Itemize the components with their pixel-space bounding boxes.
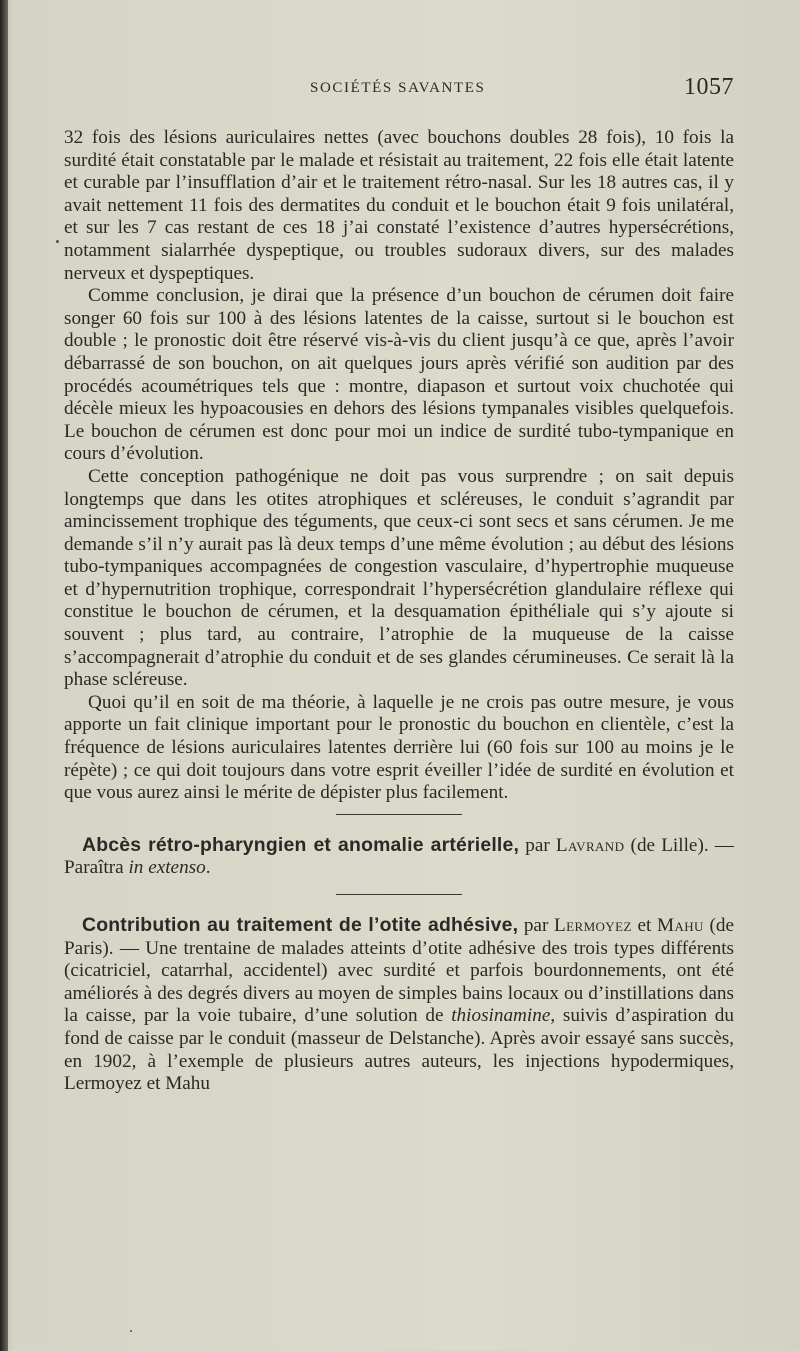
entry-title: Abcès rétro-pharyngien et anomalie artérielle, (82, 833, 520, 856)
entry-by: par (518, 915, 555, 936)
entry-by: par (519, 834, 556, 856)
entry-text: (de Paris). — Une trentaine de malades atteints d’otite adhésive des trois types différents (cicatriciel, catarrhal, accidentel) avec surdité et parfois bourdonnements, ont été améliorés à des degrés divers au moyen de simples bains locaux ou d’instillations dans la caisse, par la voie tubaire, d’une solution de (64, 915, 735, 1027)
paragraph-continued: 32 fois des lésions auriculaires nettes (avec bouchons doubles 28 fois), 10 fois la surdité était constatable par le malade et résistait au traitement, 22 fois elle était latente et curable par l’insufflation d’air et le traitement rétro-nasal. Sur les 18 autres cas, il y avait nettement 11 fois des dermatites du conduit et le bouchon était 9 fois unilatéral, et sur les 7 cas restant de ces 18 j’ai constaté l’existence d’autres hypersécrétions, notamment sialarrhée dyspeptique, ou troubles sudoraux divers, sur des malades nerveux et dyspeptiques. (64, 127, 734, 284)
paper-speck (130, 1330, 132, 1332)
entry-italic: in extenso (128, 857, 206, 879)
paper-speck (56, 240, 59, 243)
running-head (64, 76, 734, 106)
section-divider (336, 814, 462, 815)
communication-entry-otite-adhesive (64, 914, 734, 1096)
running-head-title: SOCIÉTÉS SAVANTES (310, 80, 486, 96)
communication-entry-abces (64, 834, 734, 880)
entry-author: Mahu (657, 915, 704, 936)
entry-and: et (631, 915, 657, 936)
entry-text: (de Lille). — Paraîtra (64, 834, 734, 879)
entry-author: Lermoyez (554, 915, 632, 936)
paragraph-conclusion: Comme conclusion, je dirai que la présence d’un bouchon de cérumen doit faire songer 60 fois sur 100 à des lésions latentes de la caisse, surtout si le bouchon est double ; le pronostic doit être réservé vis-à-vis du client jusqu’à ce que, après l’avoir débarrassé de son bouchon, on ait quelques jours après vérifié son audition par des procédés acoumétriques tels que : montre, diapason et surtout voix chuchotée qui décèle mieux les hypoacousies en dehors des lésions tympanales visibles quelquefois. Le bouchon de cérumen est donc pour moi un indice de surdité tubo-tympanique en cours d’évolution. (64, 285, 734, 465)
page-number: 1057 (684, 74, 734, 100)
paragraph-clinical-fact: Quoi qu’il en soit de ma théorie, à laquelle je ne crois pas outre mesure, je vous apporte un fait clinique important pour le pronostic du bouchon en clientèle, c’est la fréquence de lésions auriculaires latentes derrière lui (60 fois sur 100 au moins je le répète) ; ce qui doit toujours dans votre esprit éveiller l’idée de surdité en évolution et que vous aurez ainsi le mérite de dépister plus facilement. (64, 691, 734, 804)
entry-end: . (205, 857, 211, 879)
entry-title: Contribution au traitement de l’otite adhésive, (82, 914, 519, 936)
entry-text: , suivis d’aspiration du fond de caisse par le conduit (masseur de Delstanche). Après avoir essayé sans succès, en 1902, à l’exemple de plusieurs autres auteurs, les injections hypodermiques, Lermoyez et Mahu (64, 1005, 734, 1095)
paragraph-pathogenic-conception: Cette conception pathogénique ne doit pas vous surprendre ; on sait depuis longtemps que dans les otites atrophiques et scléreuses, le conduit s’agrandit par amincissement trophique des téguments, que ceux-ci sont secs et sans cérumen. Je me demande s’il n’y aurait pas là deux temps d’une même évolution ; au début des lésions tubo-tympaniques accompagnées de congestion vasculaire, d’hypertrophie muqueuse et d’hypernutrition trophique, correspondrait l’hypersécrétion glandulaire réflexe qui constitue le bouchon de cérumen, et la desquamation épithéliale qui s’y ajoute si souvent ; plus tard, au contraire, l’atrophie de la muqueuse de la caisse s’accompagnerait d’atrophie du conduit et de ses glandes cérumineuses. Ce serait là la phase scléreuse. (64, 465, 734, 691)
entry-italic: thiosinamine (451, 1005, 551, 1027)
entry-author: Lavrand (555, 834, 625, 856)
page-binding-edge (0, 0, 8, 1351)
text-block (64, 127, 734, 1096)
section-divider (336, 894, 462, 895)
